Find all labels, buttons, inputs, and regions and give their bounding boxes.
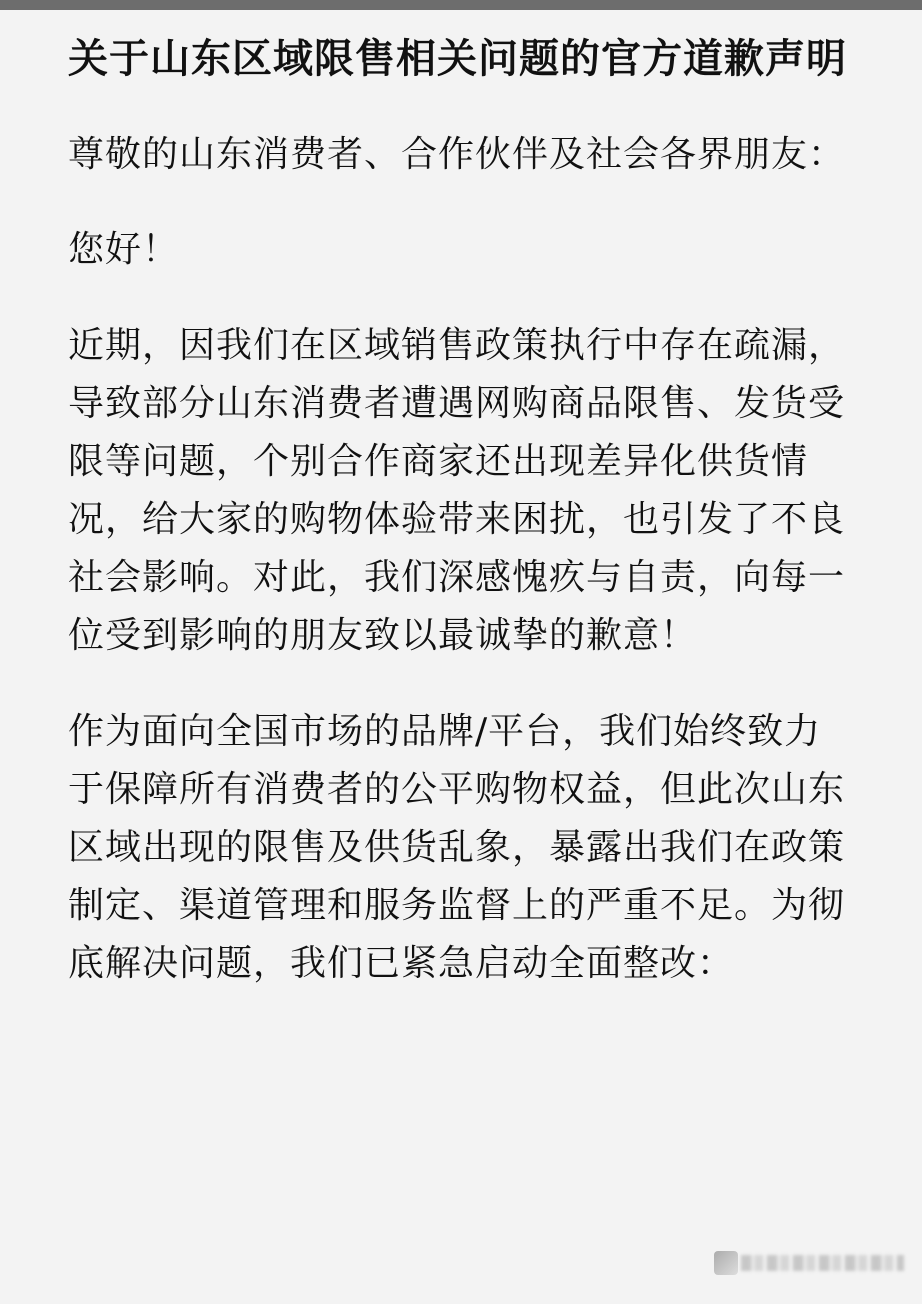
statement-hello: 您好！	[68, 229, 180, 270]
blurred-watermark	[714, 1248, 904, 1278]
statement-greeting: 尊敬的山东消费者、合作伙伴及社会各界朋友：	[68, 134, 846, 175]
statement-document	[68, 26, 848, 993]
statement-paragraph-1: 近期，因我们在区域销售政策执行中存在疏漏，导致部分山东消费者遭遇网购商品限售、发货受限等问题，个别合作商家还出现差异化供货情况，给大家的购物体验带来困扰，也引发了不良社会影响。对此，我们深感愧疚与自责，向每一位受到影响的朋友致以最诚挚的歉意！	[68, 325, 846, 656]
blurred-watermark-text	[741, 1255, 904, 1271]
statement-paragraph-2: 作为面向全国市场的品牌/平台，我们始终致力于保障所有消费者的公平购物权益，但此次山东区域出现的限售及供货乱象，暴露出我们在政策制定、渠道管理和服务监督上的严重不足。为彻底解决问题，我们已紧急启动全面整改：	[68, 711, 846, 984]
top-edge-strip	[0, 0, 922, 10]
statement-title: 关于山东区域限售相关问题的官方道歉声明	[68, 36, 847, 82]
blurred-avatar-icon	[714, 1251, 738, 1275]
